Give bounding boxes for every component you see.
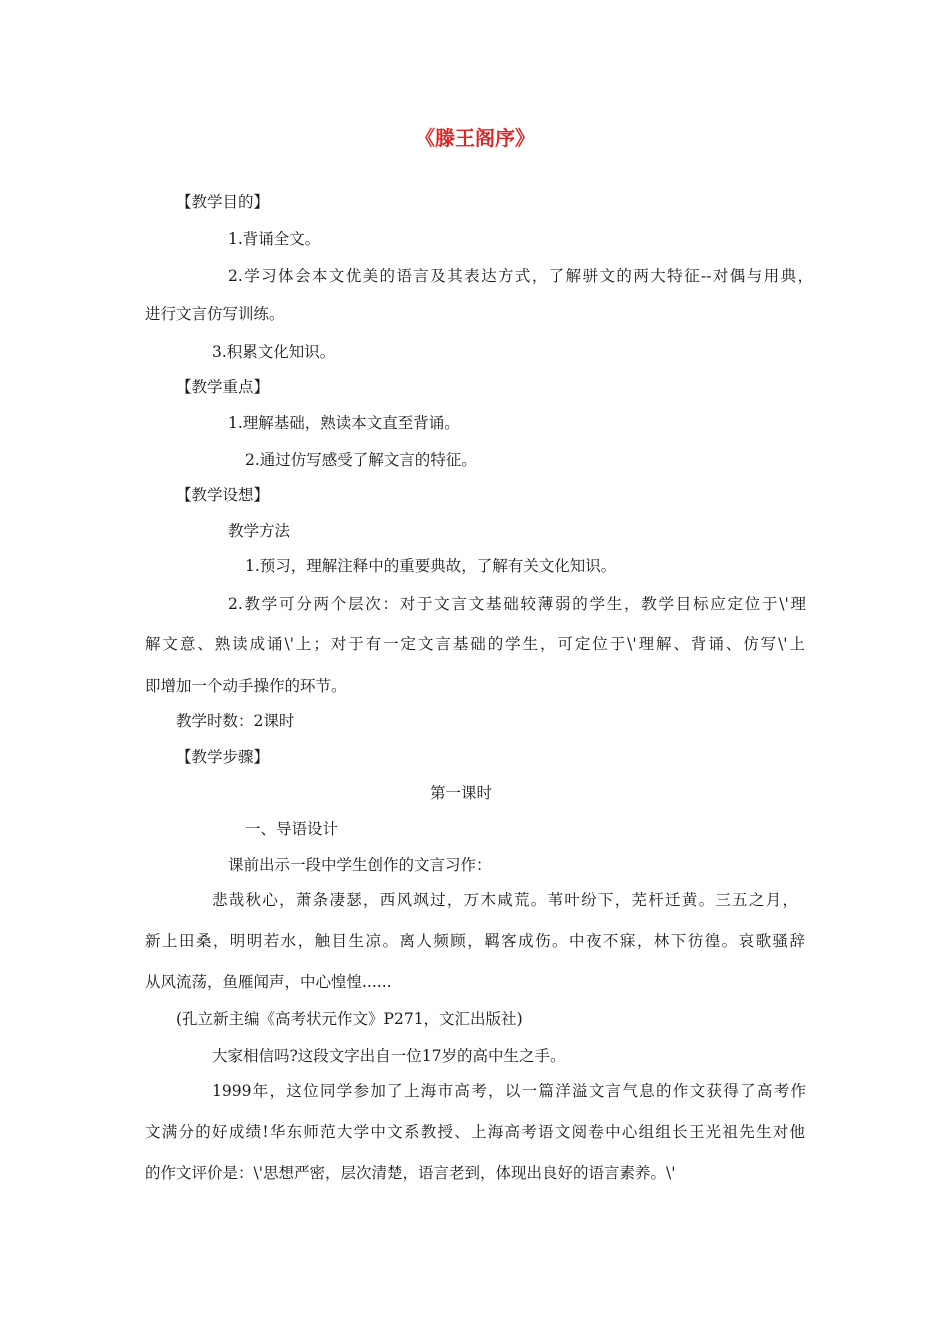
objective-item: 3.积累文化知识。 (212, 343, 336, 361)
essay-line: 新上田桑，明明若水，触目生凉。离人频顾，羁客成伤。中夜不寐，林下彷徨。哀歌骚辞 (145, 932, 805, 950)
method-item: 2.教学可分两个层次：对于文言文基础较薄弱的学生，教学目标应定位于\'理 (228, 595, 806, 613)
steps-heading: 【教学步骤】 (176, 748, 270, 766)
objectives-heading: 【教学目的】 (176, 193, 270, 211)
document-title: 《滕王阁序》 (415, 126, 535, 150)
question-text: 大家相信吗?这段文字出自一位17岁的高中生之手。 (212, 1047, 566, 1065)
story-line: 文满分的好成绩!华东师范大学中文系教授、上海高考语文阅卷中心组组长王光祖先生对他 (145, 1123, 805, 1141)
lesson-heading: 第一课时 (429, 784, 492, 802)
essay-line: 从风流荡，鱼雁闻声，中心惶惶...... (145, 973, 392, 991)
objective-item-continued: 进行文言仿写训练。 (145, 305, 285, 323)
story-line: 的作文评价是：\'思想严密，层次清楚，语言老到，体现出良好的语言素养。\' (145, 1164, 676, 1182)
keypoint-item: 2.通过仿写感受了解文言的特征。 (245, 451, 477, 469)
method-item-continued: 即增加一个动手操作的环节。 (145, 677, 347, 695)
story-line: 1999年，这位同学参加了上海市高考，以一篇洋溢文言气息的作文获得了高考作 (212, 1082, 806, 1100)
teaching-hours: 教学时数：2课时 (176, 712, 295, 730)
method-item-continued: 解文意、熟读成诵\'上；对于有一定文言基础的学生，可定位于\'理解、背诵、仿写\'上 (145, 635, 805, 653)
keypoint-item: 1.理解基础，熟读本文直至背诵。 (228, 414, 460, 432)
intro-text: 课前出示一段中学生创作的文言习作： (228, 856, 492, 874)
method-item: 1.预习，理解注释中的重要典故，了解有关文化知识。 (245, 557, 617, 575)
keypoints-heading: 【教学重点】 (176, 378, 270, 396)
essay-line: 悲哉秋心，萧条凄瑟，西风飒过，万木咸荒。苇叶纷下，芜杆迁黄。三五之月， (212, 891, 798, 909)
design-heading: 【教学设想】 (176, 486, 270, 504)
essay-source: (孔立新主编《高考状元作文》P271，文汇出版社) (176, 1010, 523, 1028)
method-label: 教学方法 (228, 522, 291, 540)
objective-item: 2.学习体会本文优美的语言及其表达方式，了解骈文的两大特征--对偶与用典， (228, 267, 813, 285)
section-heading: 一、导语设计 (245, 820, 339, 838)
objective-item: 1.背诵全文。 (228, 230, 321, 248)
